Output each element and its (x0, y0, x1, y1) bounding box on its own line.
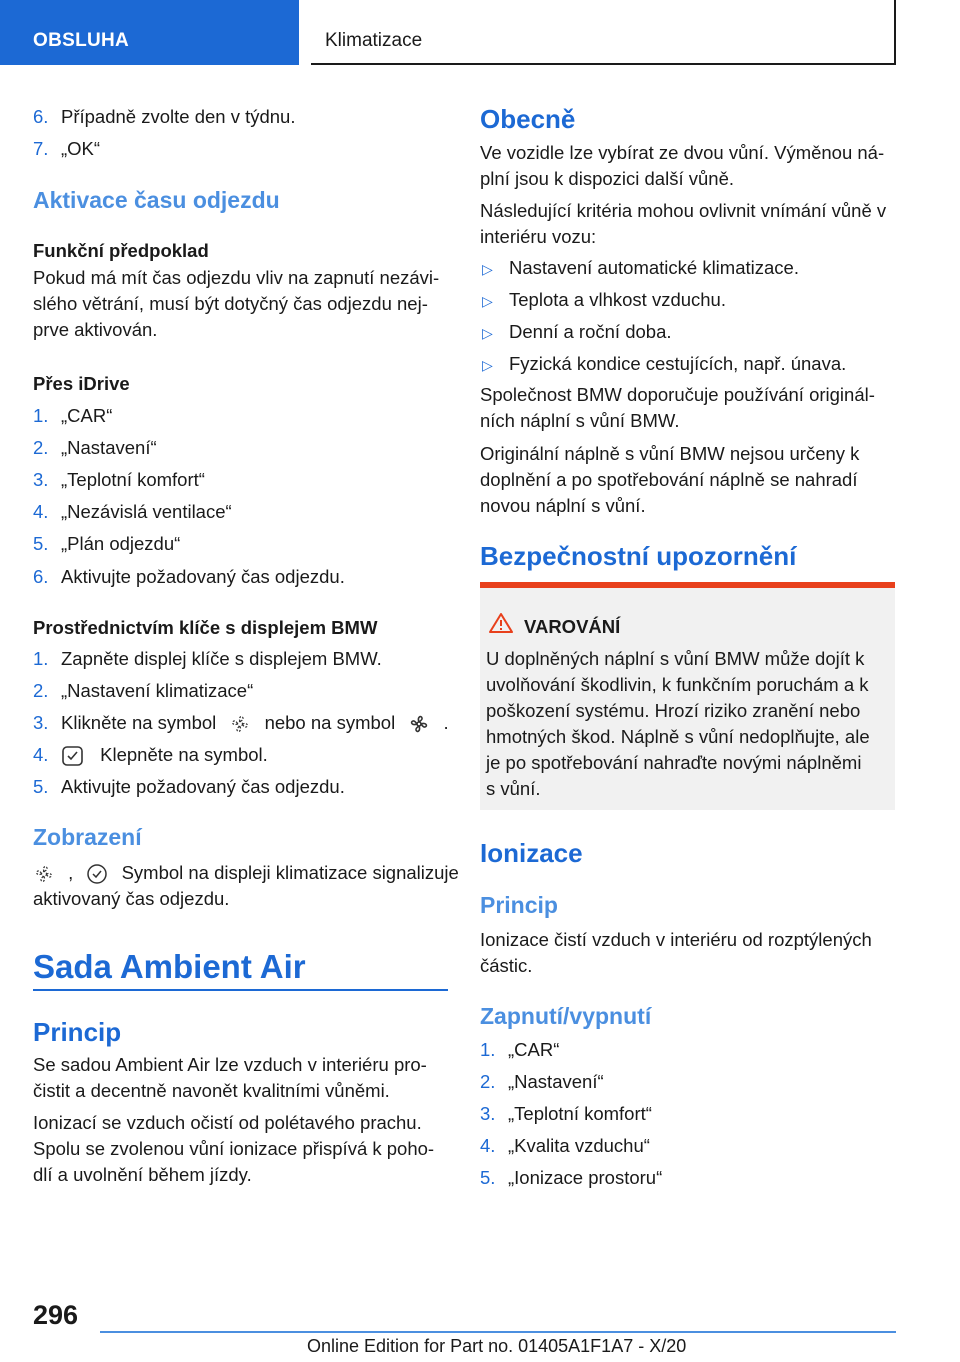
prerequisite-heading: Funkční předpoklad (33, 240, 209, 261)
check-box-icon (61, 745, 85, 767)
ambient-heading: Sada Ambient Air (33, 948, 306, 985)
step-text: „Nezávislá ventilace“ (61, 501, 232, 522)
step-number: 2. (33, 680, 49, 701)
general-text-2: Následující kritéria mohou ovlivnit vnímání vůně v interiéru vozu: (480, 200, 887, 247)
section-tab (0, 0, 299, 65)
display-comma: , (68, 862, 74, 883)
step-text: „Teplotní komfort“ (508, 1103, 652, 1124)
step-text: Zapněte displej klíče s displejem BMW. (61, 648, 382, 669)
list-item: Fyzická kondice cestujících, např. únava. (509, 353, 847, 374)
display-text: , Symbol na displeji klimatizace signalizuje aktivovaný čas odjezdu. (33, 862, 459, 909)
step-number: 5. (33, 776, 49, 797)
step-number: 6. (33, 566, 49, 587)
onoff-heading: Zapnutí/vypnutí (480, 1003, 652, 1029)
page-number: 296 (33, 1300, 79, 1330)
list-item: Teplota a vlhkost vzduchu. (509, 289, 726, 310)
list-item: Denní a roční doba. (509, 321, 672, 342)
step-number: 4. (33, 744, 49, 765)
ion-principle-text: Ionizace čistí vzduch v interiéru od rozptýlených částic. (480, 929, 872, 976)
step-text: Aktivujte požadovaný čas odjezdu. (61, 776, 345, 797)
step-number: 5. (33, 533, 49, 554)
heading-rule (33, 989, 448, 991)
step-number: 5. (480, 1167, 496, 1188)
activation-heading: Aktivace času odjezdu (33, 187, 280, 213)
chapter-tab (311, 0, 896, 65)
step-text: „CAR“ (61, 405, 113, 426)
chapter-title: Klimatizace (325, 30, 423, 51)
step-number: 3. (33, 712, 49, 733)
idrive-heading: Přes iDrive (33, 373, 130, 394)
clock-check-icon (86, 863, 108, 885)
step-number: 1. (33, 648, 49, 669)
step-number: 1. (33, 405, 49, 426)
triangle-bullet-icon: ▷ (482, 357, 493, 373)
warning-text: U doplněných náplní s vůní BMW může dojít k uvolňování škodlivin, k funkčním poruchám a k poškození systému. Hrozí riziko zranění nebo hmotných škod. Náplně s vůní nedoplňujte, ale je po spotřebování nahraďte novými náplněmi s vůní. (486, 648, 870, 799)
general-text-1: Ve vozidle lze vybírat ze dvou vůní. Výměnou ná- plní jsou k dispozici další vůně. (480, 142, 885, 189)
prerequisite-text: Pokud má mít čas odjezdu vliv na zapnutí nezávi- slého větrání, musí být dotyčný čas odjezdu nej- prve aktivován. (33, 267, 440, 340)
triangle-bullet-icon: ▷ (482, 325, 493, 341)
warning-box (480, 582, 895, 810)
principle-text-2: Ionizací se vzduch očistí od polétavého prachu. Spolu se zvolenou vůní ionizace přispívá k poho- dlí a uvolnění během jízdy. (33, 1112, 435, 1185)
step-text: Případně zvolte den v týdnu. (61, 106, 296, 127)
general-heading: Obecně (480, 104, 576, 134)
step-number: 1. (480, 1039, 496, 1060)
step-number: 3. (480, 1103, 496, 1124)
principle-text-1: Se sadou Ambient Air lze vzduch v interiéru pro- čistit a decentně navonět kvalitními vůněmi. (33, 1054, 427, 1101)
step-text: „Nastavení“ (61, 437, 157, 458)
step-number: 2. (33, 437, 49, 458)
step-number: 6. (33, 106, 49, 127)
ionization-heading: Ionizace (480, 838, 583, 868)
fan-icon (33, 863, 55, 885)
step-text: „Nastavení“ (508, 1071, 604, 1092)
general-text-3: Společnost BMW doporučuje používání originál- ních náplní s vůní BMW. (480, 384, 875, 431)
step-text: „Nastavení klimatizace“ (61, 680, 254, 701)
step-number: 7. (33, 138, 49, 159)
list-item: Nastavení automatické klimatizace. (509, 257, 799, 278)
ion-principle-heading: Princip (480, 892, 558, 918)
step-text: Klepněte na symbol. (61, 744, 268, 767)
step-number: 4. (33, 501, 49, 522)
step-text: Klikněte na symbol nebo na symbol . (61, 712, 449, 735)
step-text: „Ionizace prostoru“ (508, 1167, 663, 1188)
general-text-4: Originální náplně s vůní BMW nejsou určeny k doplnění a po spotřebování náplně se nahradí novou náplní s vůní. (480, 443, 860, 516)
step-text: „OK“ (61, 138, 101, 159)
step-number: 4. (480, 1135, 496, 1156)
step-text: „Plán odjezdu“ (61, 533, 181, 554)
key-heading: Prostřednictvím klíče s displejem BMW (33, 617, 378, 638)
triangle-bullet-icon: ▷ (482, 261, 493, 277)
safety-heading: Bezpečnostní upozornění (480, 541, 797, 571)
step-text: „Teplotní komfort“ (61, 469, 205, 490)
step-text: „Kvalita vzduchu“ (508, 1135, 650, 1156)
edition-text: Online Edition for Part no. 01405A1F1A7 - X/20 (307, 1336, 687, 1356)
principle-heading: Princip (33, 1017, 122, 1047)
display-heading: Zobrazení (33, 824, 142, 850)
step-number: 2. (480, 1071, 496, 1092)
warning-title: VAROVÁNÍ (524, 616, 621, 637)
step-number: 3. (33, 469, 49, 490)
step-text: „CAR“ (508, 1039, 560, 1060)
fan-solid-icon (408, 713, 430, 735)
fan-icon (229, 713, 251, 735)
warning-triangle-icon (488, 612, 514, 634)
section-title: OBSLUHA (33, 30, 130, 51)
footer-rule (100, 1331, 896, 1333)
step-text: Aktivujte požadovaný čas odjezdu. (61, 566, 345, 587)
triangle-bullet-icon: ▷ (482, 293, 493, 309)
